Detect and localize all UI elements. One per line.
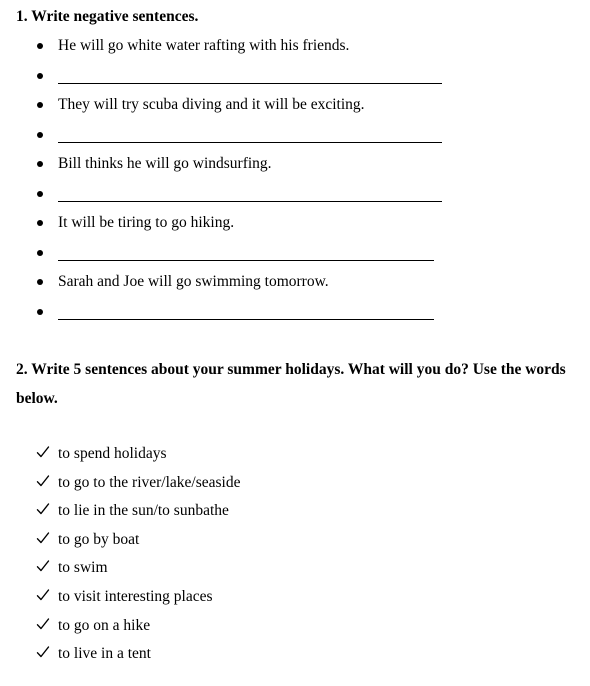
bullet-dot-icon [37,132,43,138]
bullet-dot-icon [37,279,43,285]
answer-blank-line[interactable] [58,319,434,320]
checkmark-icon [36,474,50,488]
sentence-text: It will be tiring to go hiking. [58,214,235,231]
word-item-text: to swim [58,559,108,577]
bullet-dot-icon [37,250,43,256]
answer-blank-line[interactable] [58,83,442,84]
checkmark-icon [36,645,50,659]
word-item-text: to go on a hike [58,616,151,634]
bullet-dot-icon [37,43,43,49]
answer-blank-line[interactable] [58,142,442,143]
checkmark-icon [36,617,50,631]
answer-blank-line[interactable] [58,260,434,261]
bullet-dot-icon [37,309,43,315]
bullet-dot-icon [37,220,43,226]
checkmark-icon [36,445,50,459]
word-item-text: to spend holidays [58,445,167,462]
sentence-text: Bill thinks he will go windsurfing. [58,155,272,172]
checkmark-icon [36,502,50,516]
sentence-text: Sarah and Joe will go swimming tomorrow. [58,273,329,290]
word-item-text: to go by boat [58,530,140,548]
answer-blank-line[interactable] [58,201,442,202]
word-item-text: to live in a tent [58,645,151,663]
bullet-dot-icon [37,191,43,197]
bullet-dot-icon [37,102,43,108]
bullet-dot-icon [37,161,43,167]
section-2-heading: 2. Write 5 sentences about your summer holidays. What will you do? Use the words below. [16,361,566,407]
word-item-text: to visit interesting places [58,587,213,605]
word-item-text: to go to the river/lake/seaside [58,473,241,491]
word-item-text: to lie in the sun/to sunbathe [58,502,229,520]
checkmark-icon [36,588,50,602]
section-1-heading: 1. Write negative sentences. [16,8,199,25]
checkmark-icon [36,531,50,545]
sentence-text: They will try scuba diving and it will be exciting. [58,96,365,113]
checkmark-icon [36,559,50,573]
bullet-dot-icon [37,73,43,79]
sentence-text: He will go white water rafting with his friends. [58,37,350,54]
